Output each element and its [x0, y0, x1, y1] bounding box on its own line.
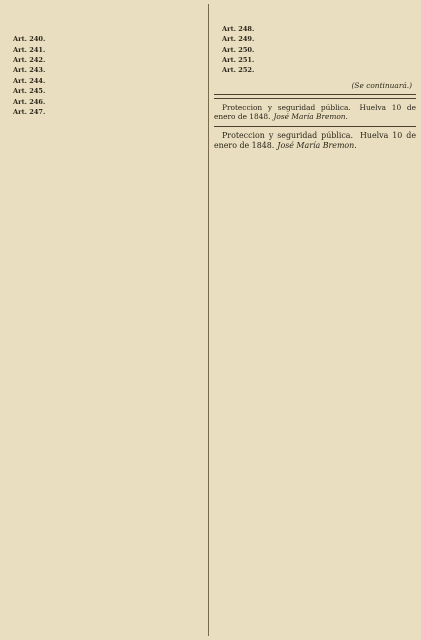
article-paragraph	[214, 35, 416, 43]
notice-closing: Huelva 10 de enero de 1848.	[214, 102, 416, 122]
article-paragraph	[5, 56, 205, 64]
notice-closing: Huelva 10 de enero de 1848.	[214, 131, 416, 151]
article-paragraph	[214, 46, 416, 54]
notice-paragraph	[214, 103, 416, 122]
article-paragraph	[214, 4, 416, 12]
article-paragraph	[5, 77, 205, 85]
article-paragraph	[214, 56, 416, 64]
article-paragraph	[5, 98, 205, 106]
column-divider	[208, 4, 209, 636]
article-number: Art. 251.	[222, 56, 255, 65]
article-paragraph	[5, 87, 205, 95]
article-paragraph	[5, 25, 205, 33]
article-paragraph	[214, 25, 416, 33]
article-number: Art. 246.	[13, 97, 46, 106]
article-number: Art. 240.	[13, 35, 46, 44]
article-number: Art. 247.	[13, 108, 46, 117]
article-paragraph	[5, 35, 205, 43]
notice-heading: Proteccion y seguridad pública.	[222, 131, 354, 141]
article-paragraph	[5, 14, 205, 22]
article-number: Art. 242.	[13, 56, 46, 65]
section-separator	[214, 126, 416, 127]
section-separator	[214, 94, 416, 99]
notice-signature: José María Bremon.	[273, 112, 348, 122]
article-paragraph	[5, 46, 205, 54]
article-paragraph	[214, 66, 416, 74]
notice-paragraph	[214, 131, 416, 152]
article-paragraph	[5, 108, 205, 116]
article-number: Art. 244.	[13, 76, 46, 85]
notice-signature: José María Bremon.	[277, 141, 357, 151]
article-number: Art. 243.	[13, 66, 46, 75]
left-column	[5, 4, 205, 636]
article-number: Art. 250.	[222, 45, 255, 54]
article-paragraph	[5, 66, 205, 74]
article-paragraph	[5, 118, 205, 126]
article-paragraph	[214, 14, 416, 22]
article-number: Art. 241.	[13, 45, 46, 54]
right-column	[214, 4, 416, 636]
article-number: Art. 249.	[222, 35, 255, 44]
notice-heading: Proteccion y seguridad pública.	[222, 102, 351, 112]
article-number: Art. 252.	[222, 66, 255, 75]
article-number: Art. 245.	[13, 87, 46, 96]
continued-note: (Se continuará.)	[351, 80, 412, 90]
article-paragraph	[5, 4, 205, 12]
article-number: Art. 248.	[222, 24, 255, 33]
